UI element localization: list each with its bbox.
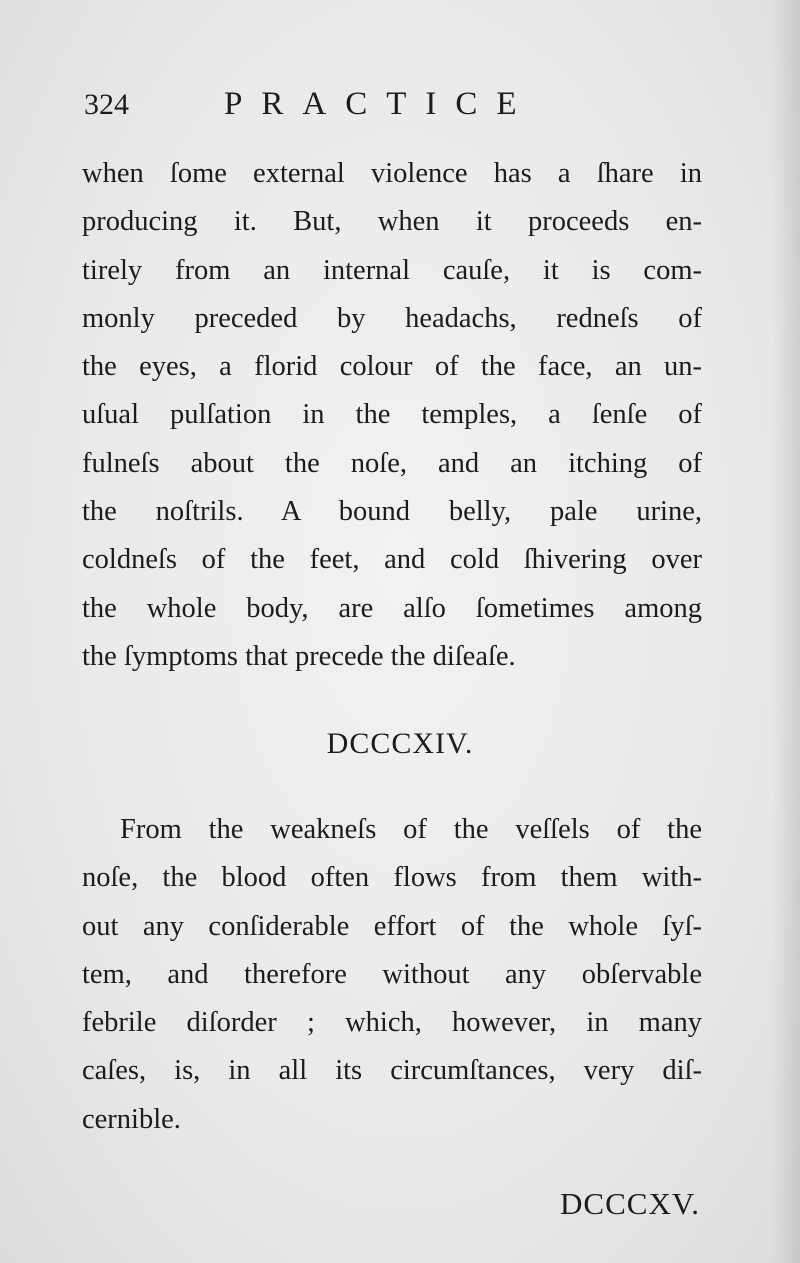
text-line: uſual pulſation in the temples, a ſenſe of [82,399,702,431]
text-line: coldneſs of the feet, and cold ſhivering over [82,544,702,576]
text-line: caſes, is, in all its circumſtances, very diſ- [82,1055,702,1087]
text-line: out any conſiderable effort of the whole ſyſ- [82,910,702,942]
text-line: fulneſs about the noſe, and an itching of [82,447,702,479]
text-line: From the weakneſs of the veſſels of the [120,814,702,845]
text-line: the whole body, are alſo ſometimes among [82,592,702,624]
text-line: cernible. [82,1103,181,1135]
section-heading: DCCCXIV. [326,727,474,760]
text-line: the noſtrils. A bound belly, pale urine, [82,496,702,528]
text-line: noſe, the blood often flows from them with- [82,862,702,894]
text-line: producing it. But, when it proceeds en- [82,206,702,238]
paragraph-1 [82,150,702,681]
catchword: DCCCXV. [560,1186,700,1221]
page-edge-shadow [772,0,800,1263]
text-line: febrile diſorder ; which, however, in many [82,1007,702,1039]
page-header [82,80,722,130]
text-line: the ſymptoms that precede the diſeaſe. [82,640,516,672]
running-title: PRACTICE [224,86,536,122]
text-line: tem, and therefore without any obſervable [82,958,702,990]
paragraph-2 [82,806,702,1144]
page-number: 324 [84,88,129,121]
text-line: the eyes, a florid colour of the face, an un- [82,351,702,383]
text-line: monly preceded by headachs, redneſs of [82,302,702,334]
text-line: tirely from an internal cauſe, it is com- [82,254,702,286]
text-line: when ſome external violence has a ſhare in [82,158,702,189]
